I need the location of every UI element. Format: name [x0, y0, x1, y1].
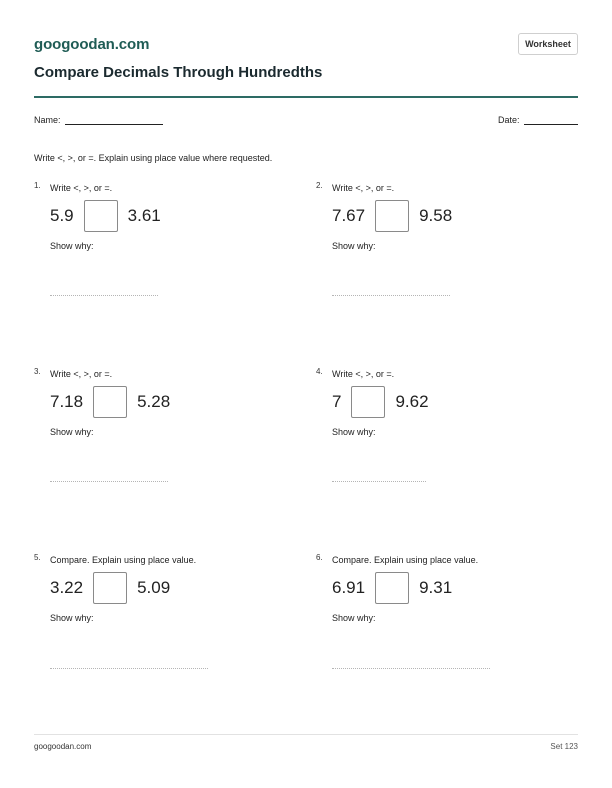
problem-1 — [34, 181, 284, 351]
answer-box[interactable] — [375, 200, 409, 232]
explanation-line[interactable] — [332, 295, 450, 296]
answer-box[interactable] — [93, 386, 127, 418]
brand-logo: googoodan.com — [34, 36, 150, 53]
comparison-row — [332, 200, 452, 232]
problem-6 — [316, 553, 566, 723]
comparison-row — [332, 386, 429, 418]
answer-box[interactable] — [375, 572, 409, 604]
explanation-line[interactable] — [332, 668, 490, 669]
problem-number: 1. — [34, 181, 41, 190]
problem-number: 2. — [316, 181, 323, 190]
right-number: 9.31 — [419, 578, 453, 597]
date-field[interactable] — [524, 124, 578, 125]
left-number: 5.9 — [50, 206, 74, 225]
answer-box[interactable] — [93, 572, 127, 604]
problem-prompt: Write <, >, or =. — [332, 183, 395, 193]
comparison-row — [332, 572, 452, 604]
answer-box[interactable] — [84, 200, 118, 232]
left-number: 7.67 — [332, 206, 366, 225]
problem-5 — [34, 553, 284, 723]
footer-set-number: Set 123 — [550, 742, 578, 751]
problem-prompt: Write <, >, or =. — [50, 183, 113, 193]
problem-number: 4. — [316, 367, 323, 376]
left-number: 6.91 — [332, 578, 366, 597]
left-number: 7 — [332, 392, 342, 411]
title-divider — [34, 96, 578, 98]
answer-box[interactable] — [351, 386, 385, 418]
left-number: 3.22 — [50, 578, 84, 597]
worksheet-badge: Worksheet — [518, 33, 578, 55]
date-label: Date: — [498, 115, 520, 125]
problem-prompt: Write <, >, or =. — [332, 369, 395, 379]
comparison-row — [50, 572, 170, 604]
explanation-line[interactable] — [50, 295, 158, 296]
name-label: Name: — [34, 115, 61, 125]
right-number: 9.58 — [419, 206, 453, 225]
right-number: 5.28 — [137, 392, 171, 411]
comparison-row — [50, 386, 170, 418]
right-number: 5.09 — [137, 578, 171, 597]
right-number: 9.62 — [395, 392, 429, 411]
show-why-label: Show why: — [332, 241, 376, 251]
explanation-line[interactable] — [50, 481, 168, 482]
show-why-label: Show why: — [50, 427, 94, 437]
explanation-line[interactable] — [50, 668, 208, 669]
problem-number: 5. — [34, 553, 41, 562]
instructions: Write <, >, or =. Explain using place value where requested. — [34, 153, 273, 163]
right-number: 3.61 — [127, 206, 161, 225]
problem-4 — [316, 367, 566, 537]
name-field[interactable] — [65, 124, 163, 125]
problem-prompt: Compare. Explain using place value. — [332, 555, 479, 565]
show-why-label: Show why: — [50, 241, 94, 251]
show-why-label: Show why: — [332, 613, 376, 623]
problem-prompt: Compare. Explain using place value. — [50, 555, 197, 565]
problem-2 — [316, 181, 566, 351]
problem-3 — [34, 367, 284, 537]
explanation-line[interactable] — [332, 481, 426, 482]
problem-number: 3. — [34, 367, 41, 376]
footer-site: googoodan.com — [34, 742, 92, 751]
left-number: 7.18 — [50, 392, 84, 411]
problem-prompt: Write <, >, or =. — [50, 369, 113, 379]
show-why-label: Show why: — [50, 613, 94, 623]
page-title: Compare Decimals Through Hundredths — [34, 64, 323, 81]
footer-divider — [34, 734, 578, 735]
comparison-row — [50, 200, 161, 232]
problem-number: 6. — [316, 553, 323, 562]
show-why-label: Show why: — [332, 427, 376, 437]
